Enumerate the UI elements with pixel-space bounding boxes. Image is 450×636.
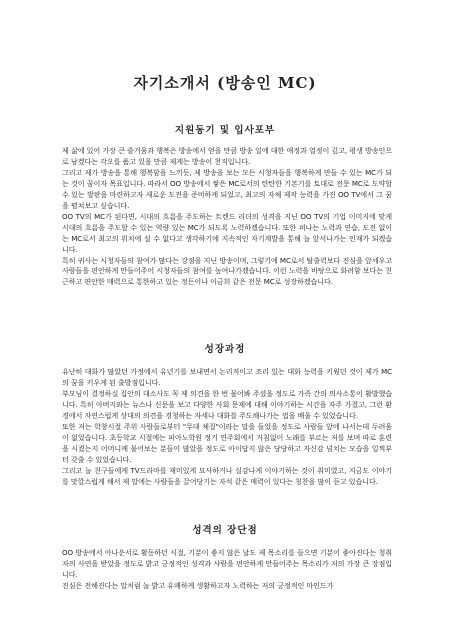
paragraph: 유난히 대화가 많았던 가정에서 유년기를 보내면서 논리적이고 조리 있는 대화 능력을 키웠던 것이 제가 MC의 꿈을 키우게 된 출발점입니다. (62, 367, 392, 387)
paragraph: OO 방송에서 아나운서로 활동하던 시절, 기분이 좋지 않은 날도 제 목소리를 들으면 기분이 좋아진다는 청취자의 사연을 받았을 정도로 밝고 긍정적인 성격과 사람을 편안하게 만들어주는 목소리가 저의 가장 큰 장점입니다. (62, 548, 392, 579)
section-personality-body (62, 548, 392, 592)
section-heading-personality: 성격의 장단점 (192, 525, 258, 536)
section-growth-body (62, 367, 392, 487)
paragraph: 진심은 전해진다는 말처럼 늘 밝고 유쾌하게 생활하고자 노력하는 저의 긍정적인 마인드가 (62, 580, 334, 590)
paragraph: 부모님이 결정하실 집안의 대소사도 꼭 제 의견을 한 번 물어봐 주셨을 정도로 가족 간의 의사소통이 활발했습니다. 특히 아버지와는 뉴스나 신문을 보고 다양한 사회 문제에 대해 이야기하는 시간을 자주 가졌고, 그런 환경에서 자연스럽게 상대의 의견을 경청하는 자세나 대화를 주도해나가는 법을 배울 수 있었습니다. (62, 388, 392, 420)
paragraph: OO TV의 MC가 된다면, 시대의 흐름을 주도하는 트렌드 리더의 성격을 지닌 OO TV의 기업 이미지에 맞게 시대의 흐름을 주도할 수 있는 역량 있는 MC가 되도록 노력하겠습니다. 또한 퍼나는 노력과 연습, 도전 없이는 MC로서 최고의 위치에 설 수 없다고 생각하기에 지속적인 자기계발을 통해 늘 앞서나가는 인재가 되겠습니다. (62, 211, 392, 254)
document-title: 자기소개서 (방송인 MC) (133, 74, 317, 92)
paragraph: 제 삶에 있어 가장 큰 즐거움과 행복은 방송에서 얻을 만큼 방송 일에 대한 애정과 열정이 깊고, 평생 방송인으로 남겠다는 각오를 품고 있을 만큼 제게는 방송이 천직입니다. (62, 146, 392, 166)
paragraph: 또한 저는 학창시절 주위 사람들로부터 "무대 체질"이라는 말을 들었을 정도로 사람들 앞에 나서는데 두려움이 없었습니다. 초등학교 시절에는 피아노학원 정기 연주회에서 거침없이 노래를 부르는 저를 보며 따로 훈련을 시켰는지 어머니께 물어보는 분들이 많았을 정도로 아이답지 않은 당당하고 자신감 넘치는 모습을 일찍부터 갖출 수 있었습니다. (62, 421, 392, 464)
paragraph: 그리고 늘 친구들에게 TV드라마를 재미있게 묘사하거나 실감나게 이야기하는 것이 취미였고, 지금도 이야기를 맛깔스럽게 해서 제 말에는 사람들을 끌어당기는 자석 같은 매력이 있다는 칭찬을 많이 듣고 있습니다. (62, 465, 392, 486)
paragraph: 특히 귀사는 시청자들의 참여가 많다는 강점을 지닌 방송이며, 그렇기에 MC로서 탈출력보다 진심을 앞세우고 사람들을 편안하게 만들어주어 시청자들의 참여를 높여나가겠습니다. 이런 노력을 바탕으로 화려함 보다는 친근하고 편안한 매력으로 통한하고 있는 정든이나 이금희 같은 전문 MC로 성장하겠습니다. (62, 255, 392, 287)
section-heading-growth: 성장과정 (204, 344, 246, 355)
section-motivation-body (62, 146, 392, 288)
section-heading-motivation: 지원동기 및 입사포부 (174, 125, 276, 136)
paragraph: 그리고 제가 방송을 통해 행복함을 느끼듯, 제 방송을 보는 모든 시청자들을 행복하게 만들 수 있는 MC가 되는 것이 꿈이자 목표입니다. 따라서 OO 방송에서 쌓은 MC로서의 탄탄한 기본기를 토대로 전문 MC로 도약할 수 있는 발판을 마련하고자 새로운 도전을 준비하게 되었고, 최고의 자체 제작 능력을 가진 OO TV에서 그 꿈을 펼쳐보고 싶습니다. (62, 167, 392, 210)
